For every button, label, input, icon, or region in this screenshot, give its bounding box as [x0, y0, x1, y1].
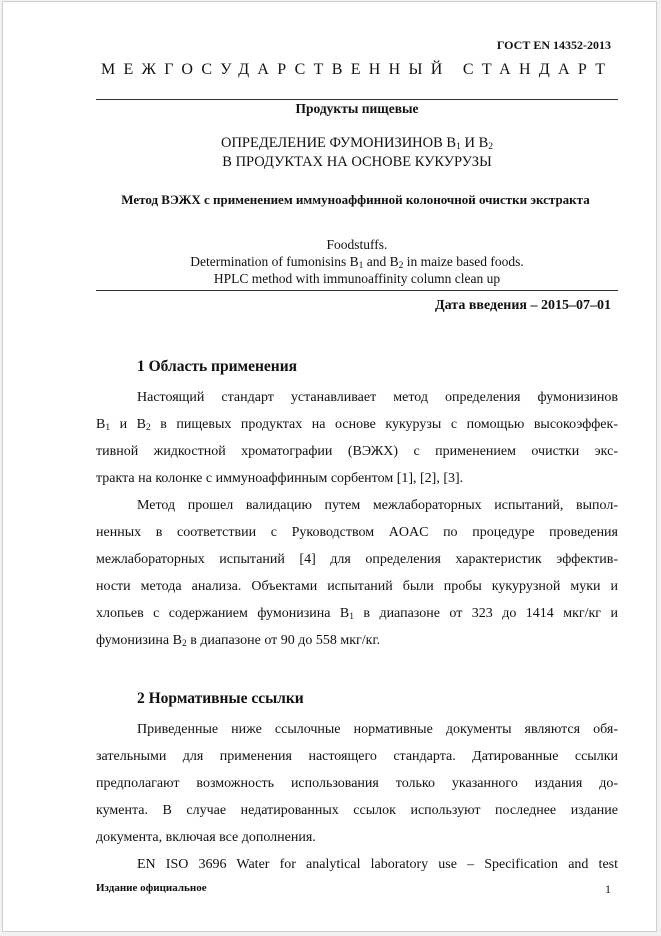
official-edition-label: Издание официальное [96, 882, 207, 894]
main-title-line-1: ОПРЕДЕЛЕНИЕ ФУМОНИЗИНОВ $B_1$ И $B_2$ [220, 135, 493, 152]
section-2-paragraph-1-line: кумента. В случае недатированных ссылок используют последнее издание [96, 803, 618, 818]
section-1-paragraph-1-line: Настоящий стандарт устанавливает метод определения фумонизинов [137, 390, 618, 405]
section-2-paragraph-2-line: EN ISO 3696 Water for analytical laboratory use – Specification and test [137, 857, 618, 872]
section-1-paragraph-1-line: $B_1$ и $B_2$ в пищевых продуктах на основе кукурузы с помощью высокоэффек- [96, 417, 618, 433]
section-1-heading: 1 Область применения [137, 358, 298, 375]
document-page [2, 1, 657, 932]
english-title-line-2: Determination of fumonisins $B_1$ and $B_2$ in maize based foods. [190, 254, 524, 271]
section-1-paragraph-2-line: Метод прошел валидацию путем межлабораторных испытаний, выпол- [137, 498, 618, 513]
main-title-line-2: В ПРОДУКТАХ НА ОСНОВЕ КУКУРУЗЫ [222, 154, 492, 170]
section-2-paragraph-1-line: зательными для применения настоящего стандарта. Датированные ссылки [96, 749, 618, 764]
title-divider [96, 290, 618, 291]
effective-date: Дата введения – 2015–07–01 [435, 298, 611, 313]
section-2-paragraph-1-line: документа, включая все дополнения. [96, 830, 316, 845]
section-1-paragraph-2-line: межлабораторных испытаний [4] для определения характеристик эффектив- [96, 552, 618, 567]
section-2-heading: 2 Нормативные ссылки [137, 690, 304, 707]
section-2-paragraph-1-line: Приведенные ниже ссылочные нормативные документы являются обя- [137, 722, 618, 737]
standard-code: ГОСТ EN 14352-2013 [496, 38, 611, 52]
section-2-paragraph-1-line: предполагают возможность использования только указанного издания до- [96, 776, 618, 791]
section-1-paragraph-2-line: фумонизина $B_2$ в диапазоне от 90 до 558 мкг/кг. [96, 633, 381, 649]
interstate-standard-heading: МЕЖГОСУДАРСТВЕННЫЙ СТАНДАРТ [101, 61, 614, 78]
section-1-paragraph-1-line: тракта на колонке с иммуноаффинным сорбентом [1], [2], [3]. [96, 471, 464, 486]
english-title-line-1: Foodstuffs. [326, 237, 388, 252]
method-title: Метод ВЭЖХ с применением иммуноаффинной колоночной очистки экстракта [121, 192, 590, 207]
section-1-paragraph-2-line: хлопьев с содержанием фумонизина $B_1$ в диапазоне от 323 до 1414 мкг/кг и [96, 606, 618, 622]
subject-title: Продукты пищевые [295, 101, 419, 116]
section-1-paragraph-2-line: ности метода анализа. Объектами испытаний были пробы кукурузной муки и [96, 579, 618, 594]
page-number: 1 [605, 882, 611, 896]
header-divider [96, 99, 618, 100]
section-1-paragraph-2-line: ненных в соответствии с Руководством AOAC по процедуре проведения [96, 525, 618, 540]
english-title-line-3: HPLC method with immunoaffinity column clean up [213, 271, 501, 286]
section-1-paragraph-1-line: тивной жидкостной хроматографии (ВЭЖХ) с применением очистки экс- [96, 444, 618, 459]
